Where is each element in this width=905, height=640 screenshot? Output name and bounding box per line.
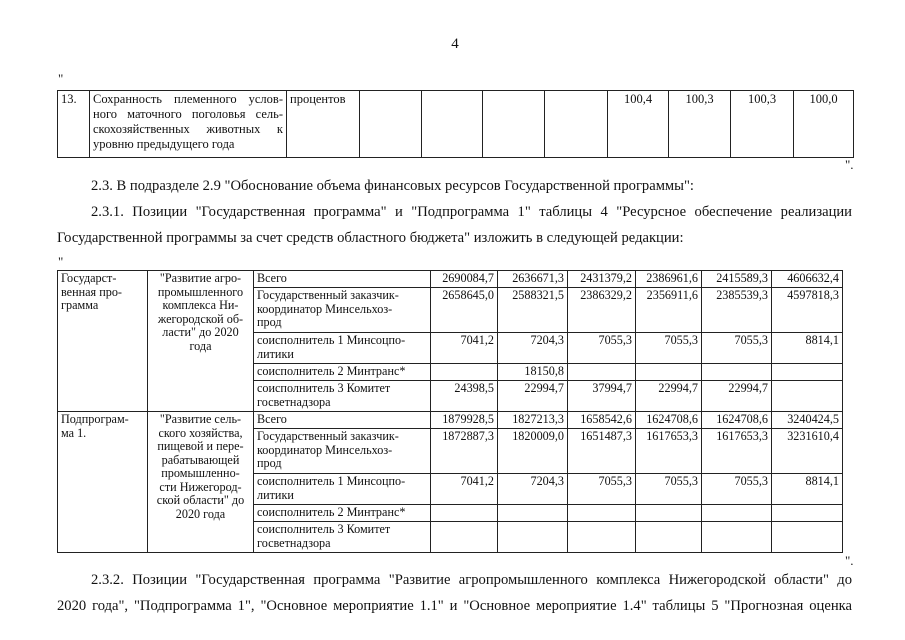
funding-value-cell	[498, 522, 568, 553]
funding-value-cell: 1651487,3	[568, 429, 636, 474]
funding-value-cell: 3240424,5	[772, 412, 843, 429]
funding-value-cell	[772, 505, 843, 522]
paragraph-2-3-1-line-2: Государственной программы за счет средств областного бюджета" изложить в следующей редакции:	[57, 230, 684, 246]
funding-value-cell	[702, 505, 772, 522]
resource-row	[58, 412, 843, 429]
executor-label-cell: соисполнитель 2 Минтранс*	[254, 364, 431, 381]
funding-value-cell: 2386961,6	[636, 271, 702, 288]
funding-value-cell: 22994,7	[498, 381, 568, 412]
executor-label-cell: соисполнитель 1 Минсоцпо- литики	[254, 333, 431, 364]
funding-value-cell	[498, 505, 568, 522]
funding-value-cell: 1827213,3	[498, 412, 568, 429]
funding-value-cell: 24398,5	[431, 381, 498, 412]
program-type-cell: Подпрограм- ма 1.	[58, 412, 148, 553]
indicator-value: 100,0	[794, 91, 854, 158]
executor-label-cell: Всего	[254, 412, 431, 429]
paragraph-2-3: 2.3. В подразделе 2.9 "Обоснование объема финансовых ресурсов Государственной программы":	[91, 178, 694, 194]
program-name-cell: "Развитие агро- промышленного комплекса Ни- жегородской об- ласти" до 2020 года	[148, 271, 254, 412]
funding-value-cell: 7204,3	[498, 474, 568, 505]
funding-value-cell: 1624708,6	[702, 412, 772, 429]
funding-value-cell: 7055,3	[636, 474, 702, 505]
quote-close-2: ".	[845, 553, 854, 568]
executor-label-cell: Всего	[254, 271, 431, 288]
funding-value-cell	[702, 364, 772, 381]
funding-value-cell: 2636671,3	[498, 271, 568, 288]
paragraph-2-3-1-line-1: 2.3.1. Позиции "Государственная программа" и "Подпрограмма 1" таблицы 4 "Ресурсное обеспечение реализации	[91, 204, 852, 220]
funding-value-cell: 1872887,3	[431, 429, 498, 474]
funding-value-cell: 8814,1	[772, 474, 843, 505]
funding-value-cell	[772, 381, 843, 412]
funding-value-cell	[568, 505, 636, 522]
funding-value-cell: 2356911,6	[636, 288, 702, 333]
indicator-name	[90, 91, 287, 158]
funding-value-cell: 1624708,6	[636, 412, 702, 429]
indicator-value: 100,3	[669, 91, 731, 158]
funding-value-cell	[636, 364, 702, 381]
funding-value-cell: 2386329,2	[568, 288, 636, 333]
executor-label-cell: соисполнитель 2 Минтранс*	[254, 505, 431, 522]
executor-label-cell: Государственный заказчик- координатор Минсельхоз- прод	[254, 429, 431, 474]
funding-value-cell	[636, 505, 702, 522]
funding-value-cell: 4597818,3	[772, 288, 843, 333]
funding-value-cell: 1617653,3	[702, 429, 772, 474]
indicator-unit: процентов	[287, 91, 360, 158]
funding-value-cell: 22994,7	[702, 381, 772, 412]
funding-value-cell: 37994,7	[568, 381, 636, 412]
funding-value-cell: 2415589,3	[702, 271, 772, 288]
funding-value-cell	[702, 522, 772, 553]
executor-label-cell: соисполнитель 3 Комитет госветнадзора	[254, 522, 431, 553]
indicator-row-13	[58, 91, 854, 158]
funding-value-cell: 4606632,4	[772, 271, 843, 288]
paragraph-2-3-2-line-1: 2.3.2. Позиции "Государственная программа "Развитие агропромышленного комплекса Нижегородской области" до	[91, 572, 852, 588]
funding-value-cell: 1879928,5	[431, 412, 498, 429]
indicator-empty-cell	[360, 91, 422, 158]
funding-value-cell: 2690084,7	[431, 271, 498, 288]
funding-value-cell	[431, 505, 498, 522]
funding-value-cell	[568, 364, 636, 381]
funding-value-cell	[636, 522, 702, 553]
funding-value-cell	[772, 522, 843, 553]
program-type-cell: Государст- венная про- грамма	[58, 271, 148, 412]
funding-value-cell: 7055,3	[702, 333, 772, 364]
funding-value-cell: 1658542,6	[568, 412, 636, 429]
funding-value-cell: 7041,2	[431, 474, 498, 505]
quote-open-1: "	[58, 71, 64, 86]
funding-value-cell: 7055,3	[568, 333, 636, 364]
paragraph-2-3-2-line-2: 2020 года", "Подпрограмма 1", "Основное мероприятие 1.1" и "Основное мероприятие 1.4" таблицы 5 "Прогнозная оценка	[57, 598, 852, 614]
funding-value-cell	[431, 364, 498, 381]
executor-label-cell: соисполнитель 1 Минсоцпо- литики	[254, 474, 431, 505]
funding-value-cell	[568, 522, 636, 553]
page-number: 4	[451, 36, 459, 52]
executor-label-cell: Государственный заказчик- координатор Минсельхоз- прод	[254, 288, 431, 333]
indicator-name-line: Сохранность племенного услов-	[93, 92, 283, 106]
funding-value-cell: 3231610,4	[772, 429, 843, 474]
funding-value-cell: 18150,8	[498, 364, 568, 381]
indicator-name-line: ного маточного поголовья сель-	[93, 107, 283, 121]
indicator-name-line: уровню предыдущего года	[93, 137, 235, 151]
funding-value-cell: 7055,3	[636, 333, 702, 364]
funding-value-cell: 2385539,3	[702, 288, 772, 333]
funding-value-cell: 7055,3	[702, 474, 772, 505]
funding-value-cell: 2658645,0	[431, 288, 498, 333]
funding-value-cell: 1617653,3	[636, 429, 702, 474]
indicator-number: 13.	[58, 91, 90, 158]
indicator-empty-cell	[483, 91, 545, 158]
funding-value-cell	[772, 364, 843, 381]
funding-value-cell: 22994,7	[636, 381, 702, 412]
indicator-empty-cell	[545, 91, 608, 158]
indicator-value: 100,3	[731, 91, 794, 158]
funding-value-cell: 1820009,0	[498, 429, 568, 474]
funding-value-cell	[431, 522, 498, 553]
funding-value-cell: 2431379,2	[568, 271, 636, 288]
resource-table	[57, 270, 843, 553]
funding-value-cell: 7041,2	[431, 333, 498, 364]
program-name-cell: "Развитие сель- ского хозяйства, пищевой и пере- рабатывающей промышленно- сти Нижегород- ской области" до 2020 года	[148, 412, 254, 553]
funding-value-cell: 2588321,5	[498, 288, 568, 333]
funding-value-cell: 7204,3	[498, 333, 568, 364]
resource-row	[58, 271, 843, 288]
quote-close-1: ".	[845, 157, 854, 172]
indicator-value: 100,4	[608, 91, 669, 158]
quote-open-2: "	[58, 254, 64, 269]
indicator-empty-cell	[422, 91, 483, 158]
executor-label-cell: соисполнитель 3 Комитет госветнадзора	[254, 381, 431, 412]
indicator-table	[57, 90, 854, 158]
funding-value-cell: 8814,1	[772, 333, 843, 364]
indicator-name-line: скохозяйственных животных к	[93, 122, 283, 136]
funding-value-cell: 7055,3	[568, 474, 636, 505]
